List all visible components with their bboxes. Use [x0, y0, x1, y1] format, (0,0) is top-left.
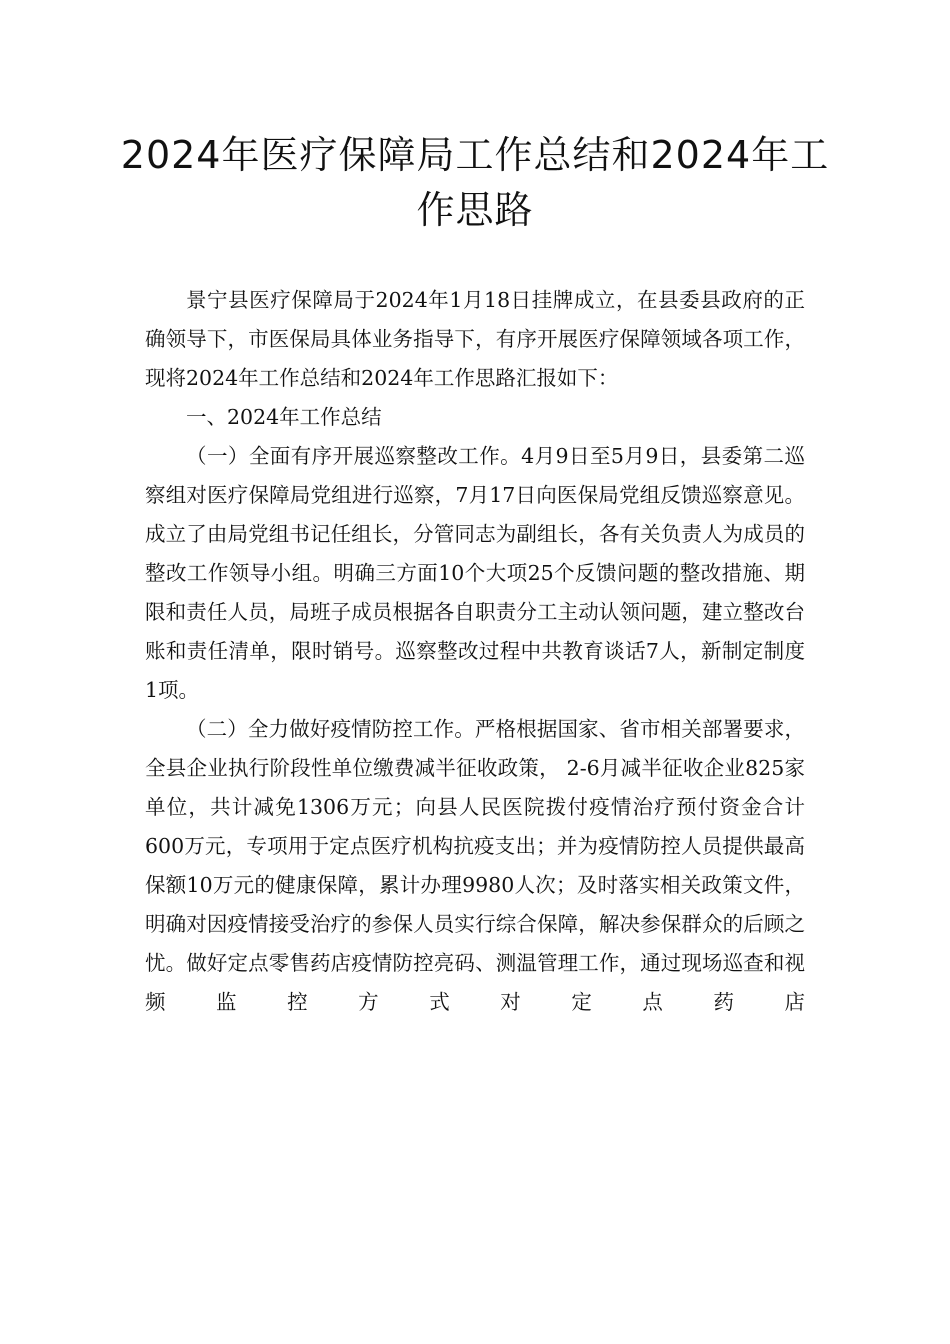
document-body	[145, 281, 805, 1022]
paragraph-intro: 景宁县医疗保障局于2024年1月18日挂牌成立，在县委县政府的正确领导下，市医保局具体业务指导下，有序开展医疗保障领域各项工作，现将2024年工作总结和2024年工作思路汇报如下：	[145, 288, 805, 390]
document-title: 2024年医疗保障局工作总结和2024年工作思路	[120, 133, 830, 232]
section-heading-1: 一、2024年工作总结	[186, 405, 382, 429]
paragraph-inspection-rectification: （一）全面有序开展巡察整改工作。4月9日至5月9日，县委第二巡察组对医疗保障局党组进行巡察，7月17日向医保局党组反馈巡察意见。成立了由局党组书记任组长，分管同志为副组长，各有关负责人为成员的整改工作领导小组。明确三方面10个大项25个反馈问题的整改措施、期限和责任人员，局班子成员根据各自职责分工主动认领问题，建立整改台账和责任清单，限时销号。巡察整改过程中共教育谈话7人，新制定制度1项。	[145, 444, 805, 702]
paragraph-epidemic-prevention: （二）全力做好疫情防控工作。严格根据国家、省市相关部署要求，全县企业执行阶段性单位缴费减半征收政策， 2-6月减半征收企业825家单位，共计减免1306万元；向县人民医院拨付疫情治疗预付资金合计600万元，专项用于定点医疗机构抗疫支出；并为疫情防控人员提供最高保额10万元的健康保障，累计办理9980人次；及时落实相关政策文件，明确对因疫情接受治疗的参保人员实行综合保障，解决参保群众的后顾之忧。做好定点零售药店疫情防控亮码、测温管理工作，通过现场巡查和视频监控方式对定点药店	[145, 717, 805, 1014]
